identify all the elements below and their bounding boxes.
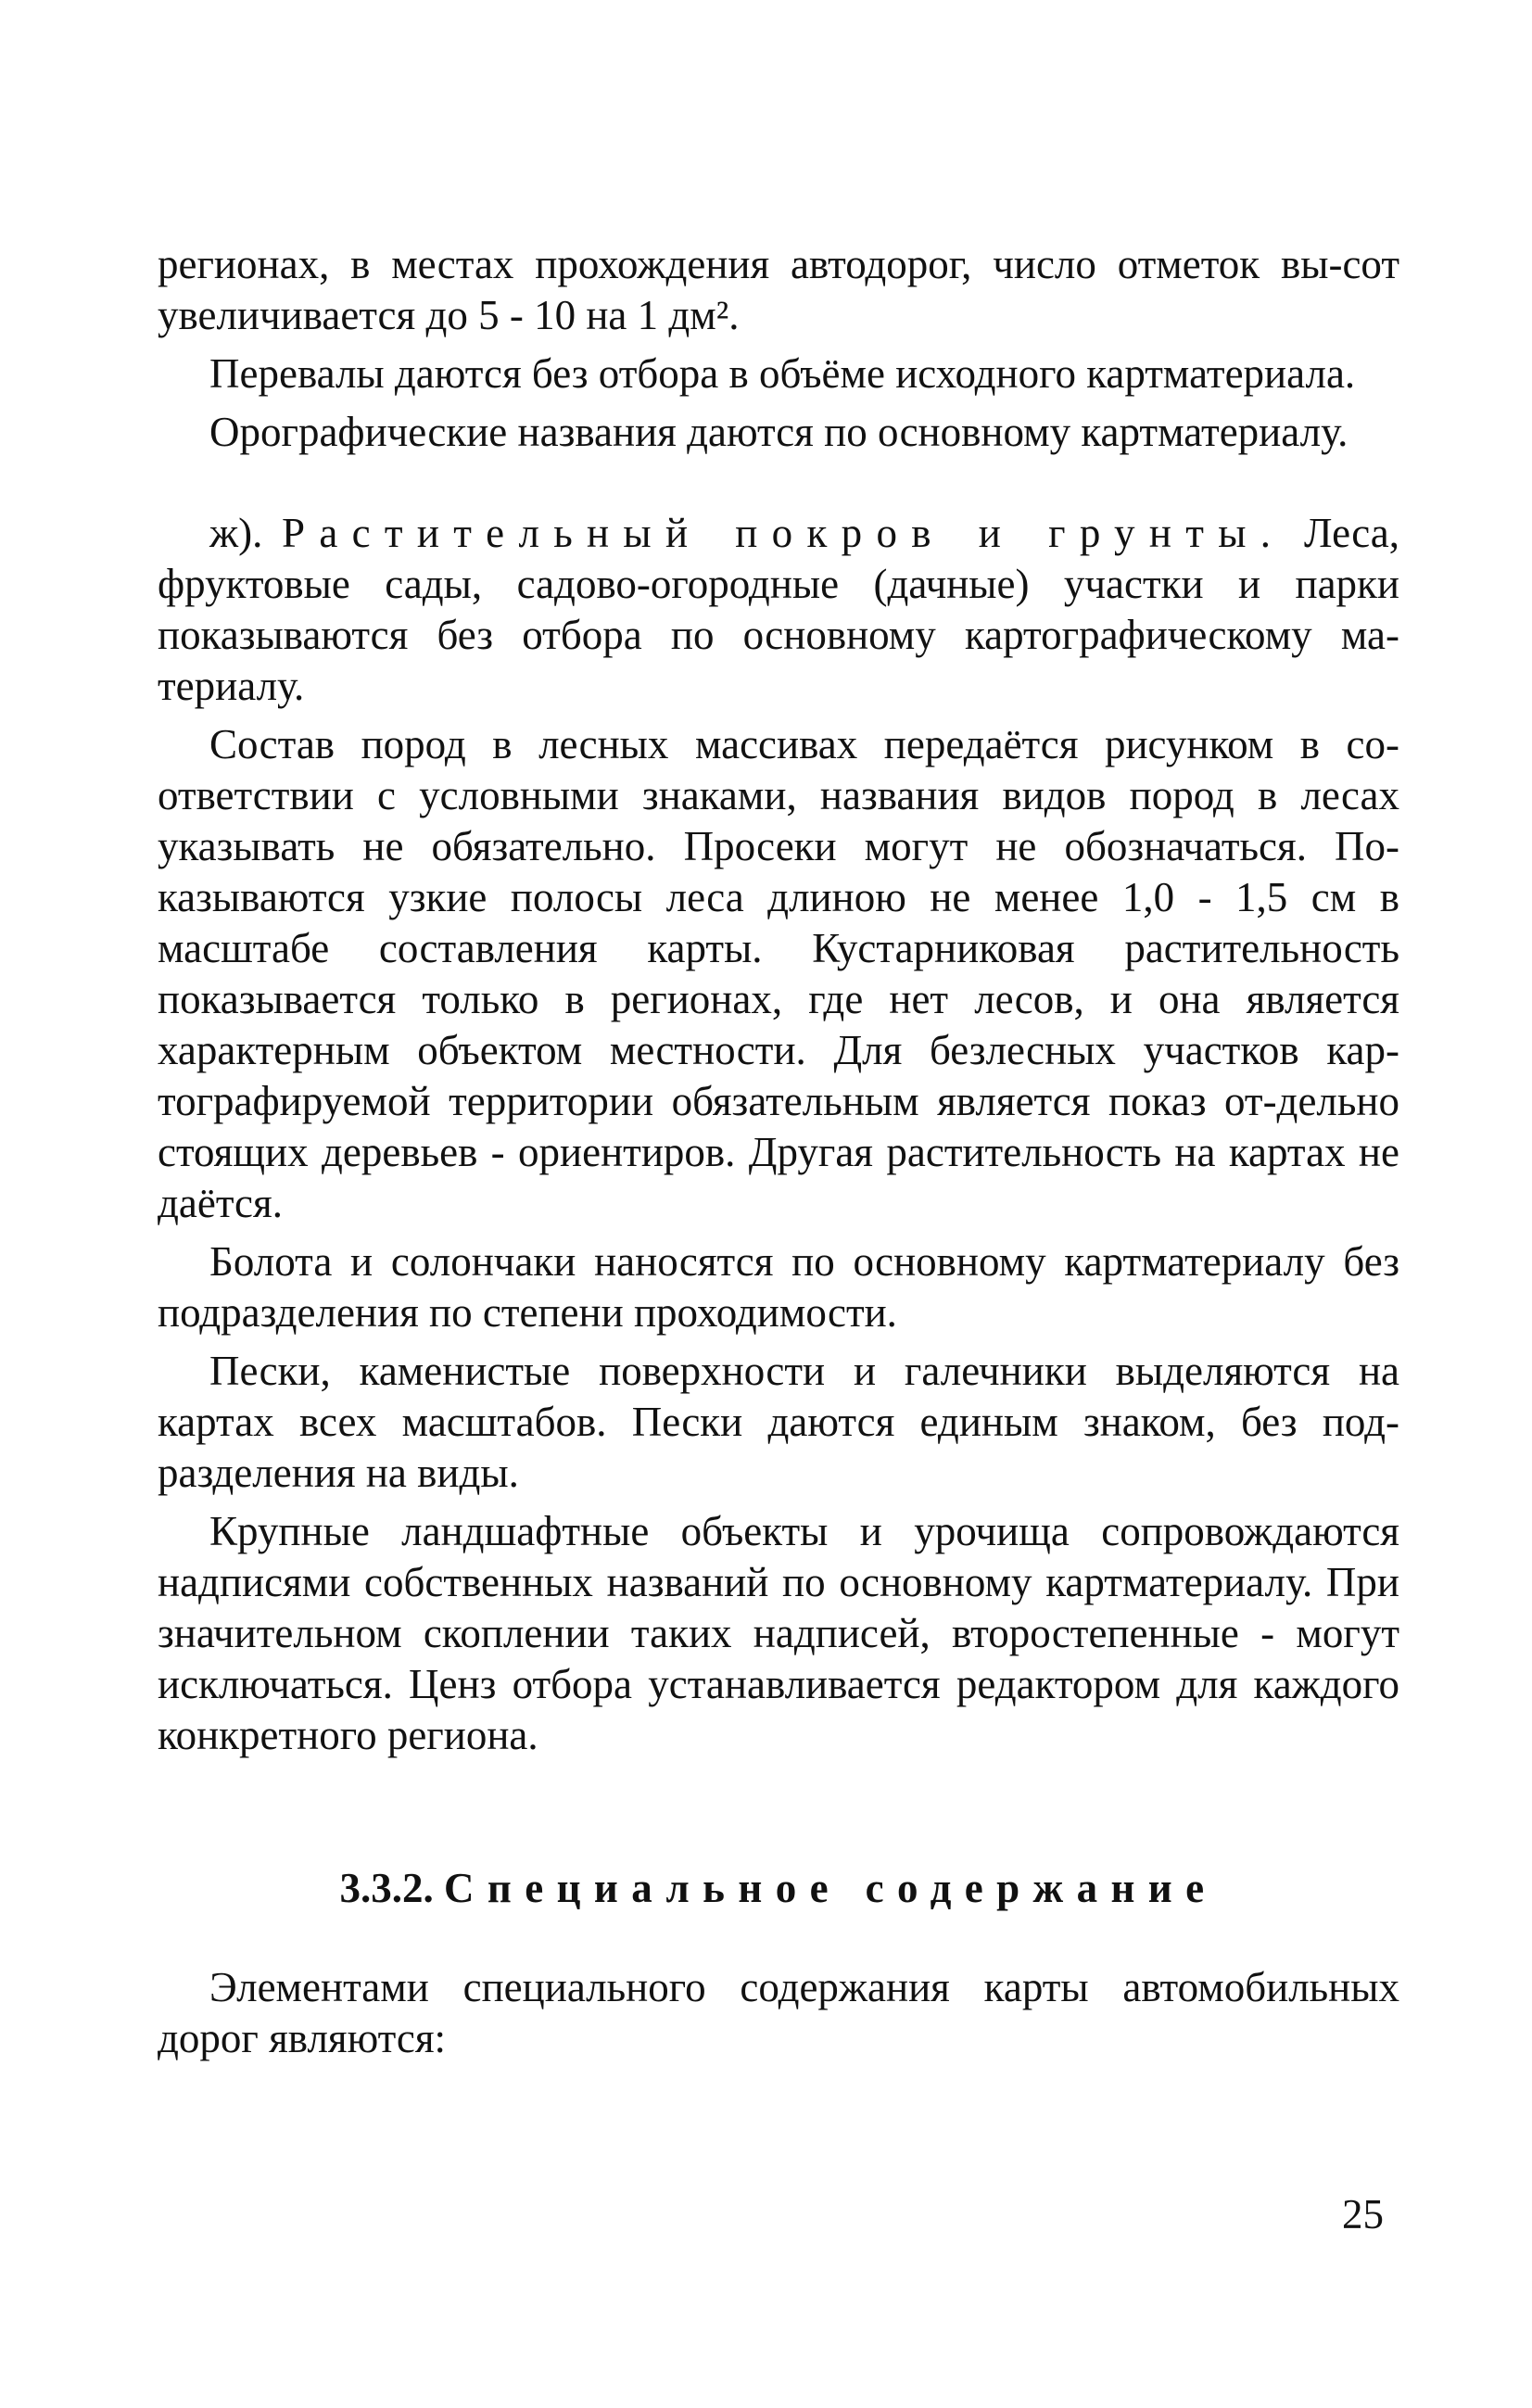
paragraph-landscape-objects: Крупные ландшафтные объекты и урочища сопровождаются надписями собственных названий по основному картматериалу. При значительном скоплении таких надписей, второстепенные - могут исключаться. Ценз отбора устанавливается редактором для каждого конкретного региона.: [158, 1508, 1399, 1758]
section-zh-lead-text: Леса, фруктовые сады, садово-огородные (дачные) участки и парки показываются без отбора по основному картографическому ма-териалу.: [158, 510, 1400, 709]
section-zh-paragraph: [158, 508, 1399, 712]
section-zh-prefix: ж).: [209, 510, 263, 556]
page-body: [158, 239, 1399, 2072]
paragraph-tree-species: Состав пород в лесных массивах передаётся рисунком в со-ответствии с условными знаками, названия видов пород в лесах указывать не обязательно. Просеки могут не обозначаться. По-казываются узкие полосы леса длиною не менее 1,0 - 1,5 см в масштабе составления карты. Кустарниковая растительность показывается только в регионах, где нет лесов, и она является характерным объектом местности. Для безлесных участков кар-тографируемой территории обязательным является показ от-дельно стоящих деревьев - ориентиров. Другая растительность на картах не даётся.: [158, 721, 1399, 1226]
paragraph-swamps: Болота и солончаки наносятся по основному картматериалу без подразделения по степени проходимости.: [158, 1238, 1399, 1336]
paragraph-sands: Пески, каменистые поверхности и галечники выделяются на картах всех масштабов. Пески даются единым знаком, без под-разделения на виды.: [158, 1348, 1399, 1496]
page-number: 25: [1342, 2191, 1384, 2237]
section-heading-title: Специальное содержание: [443, 1865, 1218, 1911]
section-heading: [158, 1863, 1399, 1914]
paragraph-special-content-elements: Элементами специального содержания карты автомобильных дорог являются:: [158, 1964, 1399, 2061]
spacer: [158, 465, 1399, 508]
paragraph-passes: Перевалы даются без отбора в объёме исходного картматериала.: [209, 350, 1356, 397]
paragraph-orographic-names: Орографические названия даются по основному картматериалу.: [209, 409, 1348, 455]
section-zh-title: Растительный покров и грунты.: [282, 510, 1285, 556]
section-heading-number: 3.3.2.: [339, 1865, 434, 1911]
paragraph-continuation: регионах, в местах прохождения автодорог, число отметок вы-сот увеличивается до 5 - 10 на 1 дм².: [158, 241, 1399, 338]
